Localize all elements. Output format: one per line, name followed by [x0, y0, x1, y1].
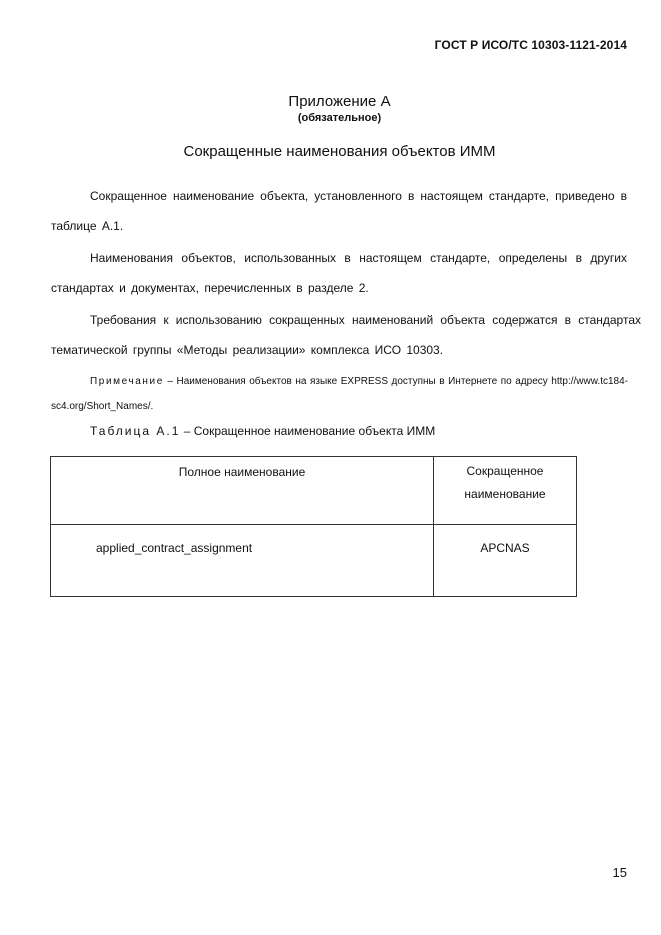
paragraph-2: Наименования объектов, использованных в настоящем стандарте, определены в других стандартах и документах, перечисленных в разделе 2.: [51, 251, 627, 295]
annex-status: (обязательное): [297, 112, 382, 124]
table-caption-text: – Сокращенное наименование объекта ИММ: [180, 424, 436, 438]
table-header-row: [51, 457, 577, 525]
paragraph-1: Сокращенное наименование объекта, установленного в настоящем стандарте, приведено в таблице А.1.: [51, 189, 627, 233]
note-text: – Наименования объектов на языке EXPRESS доступны в Интернете по адресу http://www.tc184-sc4.org/Short_Names/.: [51, 376, 628, 412]
note-label: Примечание: [90, 376, 164, 387]
abbreviation-table: [50, 456, 577, 597]
page-number: 15: [612, 865, 627, 880]
table-row: [51, 525, 577, 597]
annex-title: Приложение А: [288, 93, 391, 110]
section-title: Сокращенные наименования объектов ИММ: [183, 143, 496, 160]
table-caption: [90, 424, 435, 438]
cell-full-name: applied_contract_assignment: [51, 525, 434, 597]
header-short-name: Сокращенное наименование: [434, 457, 577, 525]
cell-short-name: APCNAS: [434, 525, 577, 597]
paragraph-3: Требования к использованию сокращенных наименований объекта содержатся в стандартах тематической группы «Методы реализации» комплекса ИСО 10303.: [51, 313, 641, 357]
header-full-name: Полное наименование: [51, 457, 434, 525]
standard-code: ГОСТ Р ИСО/ТС 10303-1121-2014: [434, 38, 627, 52]
table-caption-label: Таблица А.1: [90, 424, 181, 438]
note: [51, 369, 628, 419]
